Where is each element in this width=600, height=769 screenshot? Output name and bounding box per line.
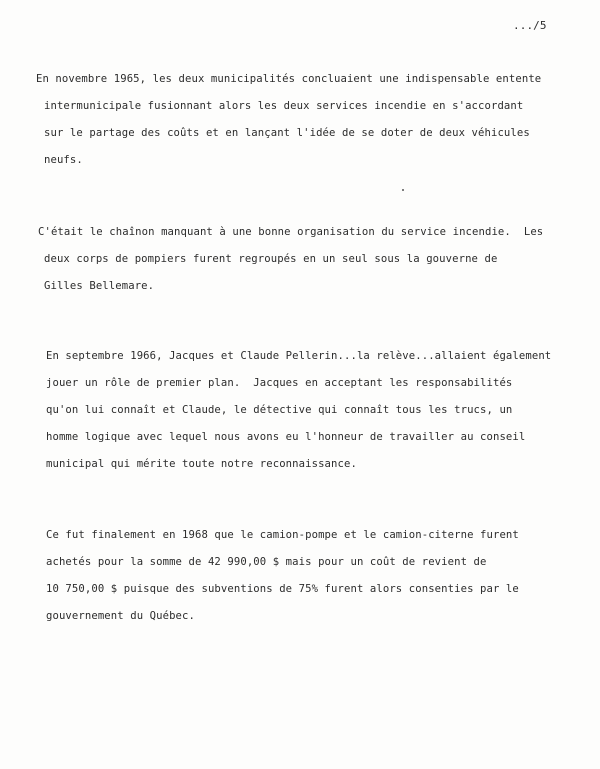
paragraph-line: Gilles Bellemare. (44, 280, 155, 292)
paragraph-line: qu'on lui connaît et Claude, le détective qui connaît tous les trucs, un (46, 404, 513, 416)
ink-speck (402, 189, 404, 191)
paragraph-4 (46, 522, 566, 630)
paragraph-3 (46, 343, 566, 478)
paragraph-line: C'était le chaînon manquant à une bonne organisation du service incendie. Les (38, 226, 544, 238)
page-number: .../5 (513, 19, 547, 32)
paragraph-line: En septembre 1966, Jacques et Claude Pellerin...la relève...allaient également (46, 350, 552, 362)
paragraph-2 (38, 219, 564, 300)
paragraph-line: En novembre 1965, les deux municipalités concluaient une indispensable entente (36, 73, 542, 85)
paragraph-line: intermunicipale fusionnant alors les deux services incendie en s'accordant (44, 100, 524, 112)
paragraph-line: jouer un rôle de premier plan. Jacques en acceptant les responsabilités (46, 377, 513, 389)
paragraph-line: 10 750,00 $ puisque des subventions de 75% furent alors consenties par le (46, 583, 519, 595)
paragraph-line: gouvernement du Québec. (46, 610, 195, 622)
paragraph-line: sur le partage des coûts et en lançant l'idée de se doter de deux véhicules (44, 127, 530, 139)
paragraph-line: achetés pour la somme de 42 990,00 $ mais pour un coût de revient de (46, 556, 487, 568)
paragraph-line: Ce fut finalement en 1968 que le camion-pompe et le camion-citerne furent (46, 529, 519, 541)
paragraph-line: municipal qui mérite toute notre reconnaissance. (46, 458, 357, 470)
paragraph-line: homme logique avec lequel nous avons eu l'honneur de travailler au conseil (46, 431, 526, 443)
paragraph-line: neufs. (44, 154, 83, 166)
paragraph-line: deux corps de pompiers furent regroupés en un seul sous la gouverne de (44, 253, 498, 265)
paragraph-1 (36, 66, 564, 174)
